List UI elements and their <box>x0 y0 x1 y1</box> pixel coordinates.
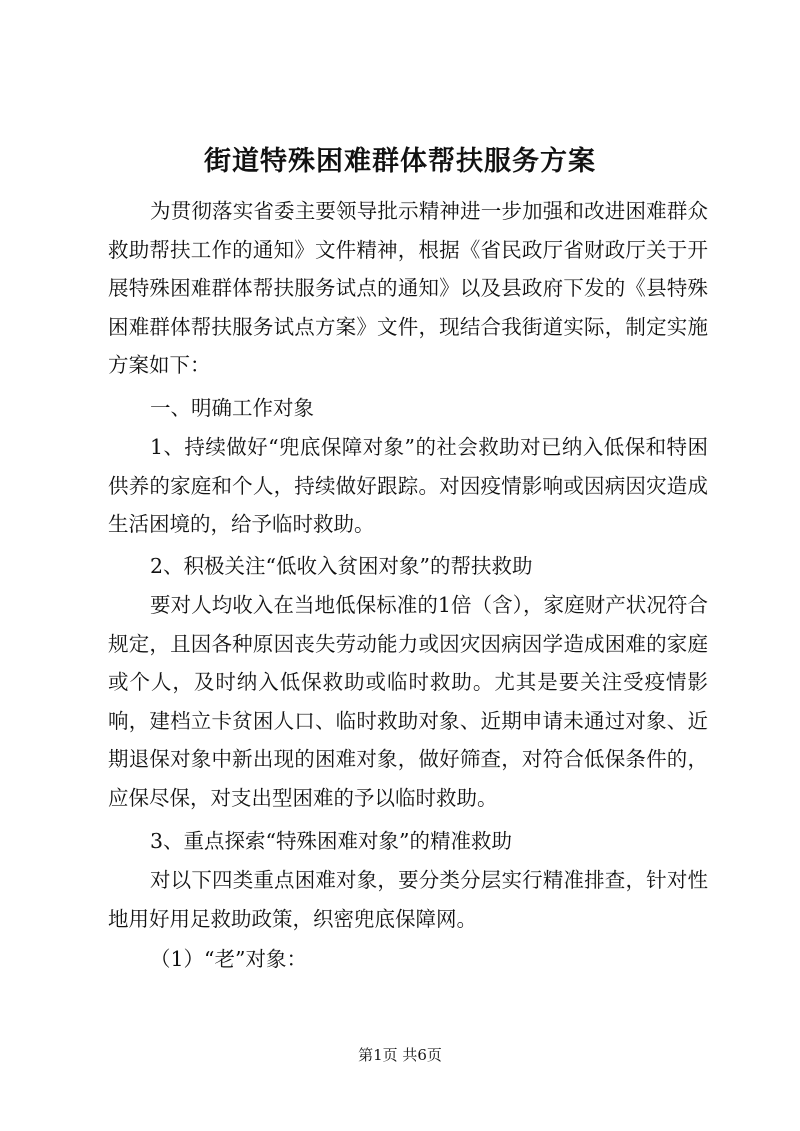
item-2-heading: 2、积极关注“低收入贫困对象”的帮扶救助 <box>150 554 533 578</box>
intro-paragraph: 为贯彻落实省委主要领导批示精神进一步加强和改进困难群众救助帮扶工作的通知》文件精神，根据《省民政厅省财政厅关于开展特殊困难群体帮扶服务试点的通知》以及县政府下发的《县特殊困难群体帮扶服务试点方案》文件，现结合我街道实际，制定实施方案如下： <box>108 199 708 377</box>
item-2-paragraph: 要对人均收入在当地低保标准的1倍（含），家庭财产状况符合规定，且因各种原因丧失劳动能力或因灾因病因学造成困难的家庭或个人，及时纳入低保救助或临时救助。尤其是要关注受疫情影响，建档立卡贫困人口、临时救助对象、近期申请未通过对象、近期退保对象中新出现的困难对象，做好筛查，对符合低保条件的，应保尽保，对支出型困难的予以临时救助。 <box>108 593 708 810</box>
item-3-heading: 3、重点探索“特殊困难对象”的精准救助 <box>150 829 513 853</box>
item-1-paragraph: 1、持续做好“兜底保障对象”的社会救助对已纳入低保和特困供养的家庭和个人，持续做好跟踪。对因疫情影响或因病因灾造成生活困境的，给予临时救助。 <box>108 435 708 536</box>
page-number-footer: 第1页 共6页 <box>358 1046 442 1064</box>
document-title: 街道特殊困难群体帮扶服务方案 <box>204 146 596 177</box>
section-1-heading: 一、明确工作对象 <box>150 396 314 420</box>
item-3-paragraph: 对以下四类重点困难对象，要分类分层实行精准排查，针对性地用好用足救助政策，织密兜底保障网。 <box>108 868 708 931</box>
sub-item-1-heading: （1）“老”对象： <box>150 947 308 971</box>
